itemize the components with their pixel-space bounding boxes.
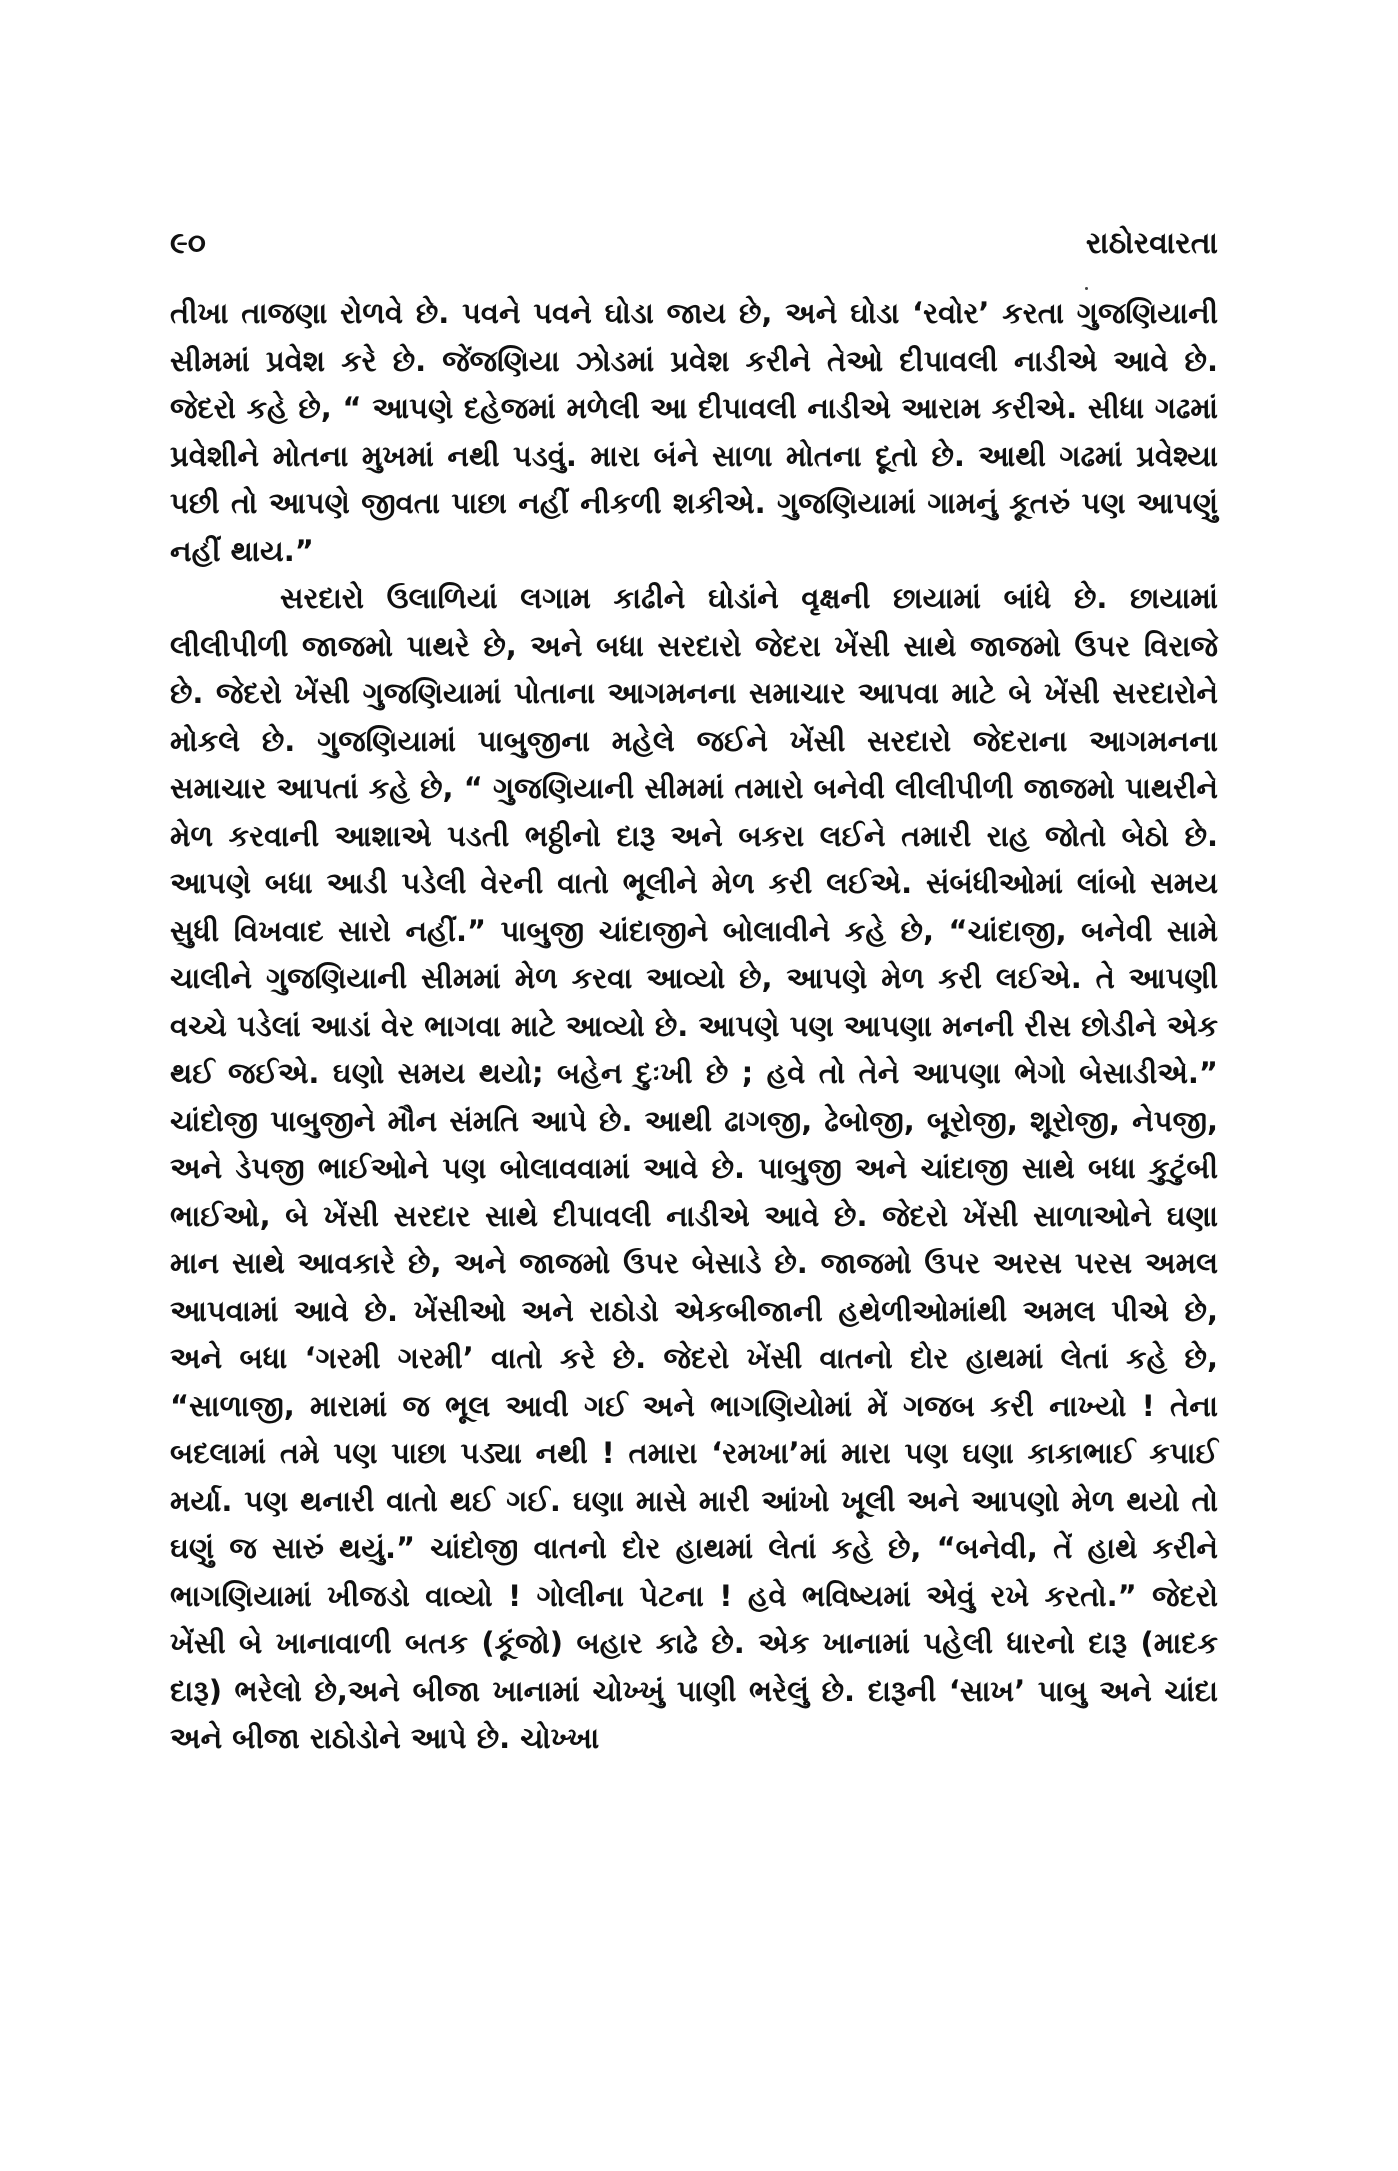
page-header	[170, 218, 1218, 268]
running-title: રાઠોરવારતા	[1085, 225, 1218, 261]
page-number: ૯૦	[170, 225, 206, 261]
page-body	[170, 290, 1218, 1763]
paragraph-main: સરદારો ઉલાળિયાં લગામ કાઢીને ઘોડાંને વૃક્ષની છાયામાં બાંધે છે. છાયામાં લીલીપીળી જાજમો પાથરે છે, અને બધા સરદારો જેદરા ખેંસી સાથે જાજમો ઉપર વિરાજે છે. જેદરો ખેંસી ગુજણિયામાં પોતાના આગમનના સમાચાર આપવા માટે બે ખેંસી સરદારોને મોકલે છે. ગુજણિયામાં પાબુજીના મહેલે જઈને ખેંસી સરદારો જેદરાના આગમનના સમાચાર આપતાં કહે છે, “ ગુજણિયાની સીમમાં તમારો બનેવી લીલીપીળી જાજમો પાથરીને મેળ કરવાની આશાએ પડતી ભઠ્ઠીનો દારૂ અને બકરા લઈને તમારી રાહ જોતો બેઠો છે. આપણે બધા આડી પડેલી વેરની વાતો ભૂલીને મેળ કરી લઈએ. સંબંધીઓમાં લાંબો સમય સુધી વિખવાદ સારો નહીં.” પાબુજી ચાંદાજીને બોલાવીને કહે છે, “ચાંદાજી, બનેવી સામે ચાલીને ગુજણિયાની સીમમાં મેળ કરવા આવ્યો છે, આપણે મેળ કરી લઈએ. તે આપણી વચ્ચે પડેલાં આડાં વેર ભાગવા માટે આવ્યો છે. આપણે પણ આપણા મનની રીસ છોડીને એક થઈ જઈએ. ઘણો સમય થયો; બહેન દુઃખી છે ; હવે તો તેને આપણા ભેગો બેસાડીએ.” ચાંદોજી પાબુજીને મૌન સંમતિ આપે છે. આથી ઢાગજી, ઢેબોજી, બૂરોજી, શૂરોજી, નેપજી, અને ડેપજી ભાઈઓને પણ બોલાવવામાં આવે છે. પાબુજી અને ચાંદાજી સાથે બધા કુટુંબી ભાઈઓ, બે ખેંસી સરદાર સાથે દીપાવલી નાડીએ આવે છે. જેદરો ખેંસી સાળાઓને ઘણા માન સાથે આવકારે છે, અને જાજમો ઉપર બેસાડે છે. જાજમો ઉપર અરસ પરસ અમલ આપવામાં આવે છે. ખેંસીઓ અને રાઠોડો એકબીજાની હથેળીઓમાંથી અમલ પીએ છે, અને બધા ‘ગરમી ગરમી’ વાતો કરે છે. જેદરો ખેંસી વાતનો દોર હાથમાં લેતાં કહે છે, “સાળાજી, મારામાં જ ભૂલ આવી ગઈ અને ભાગણિયોમાં મેં ગજબ કરી નાખ્યો ! તેના બદલામાં તમે પણ પાછા પડ્યા નથી ! તમારા ‘રમખા’માં મારા પણ ઘણા કાકાભાઈ કપાઈ મર્યા. પણ થનારી વાતો થઈ ગઈ. ઘણા માસે મારી આંખો ખૂલી અને આપણો મેળ થયો તો ઘણું જ સારું થયું.” ચાંદોજી વાતનો દોર હાથમાં લેતાં કહે છે, “બનેવી, તેં હાથે કરીને ભાગણિયામાં ખીજડો વાવ્યો ! ગોલીના પેટના ! હવે ભવિષ્યમાં એવું રખે કરતો.” જેદરો ખેંસી બે ખાનાવાળી બતક (કૂંજો) બહાર કાઢે છે. એક ખાનામાં પહેલી ધારનો દારૂ (માદક દારૂ) ભરેલો છે,અને બીજા ખાનામાં ચોખ્ખું પાણી ભરેલું છે. દારૂની ‘સાખ’ પાબુ અને ચાંદા અને બીજા રાઠોડોને આપે છે. ચોખ્ખા	[170, 581, 1218, 1755]
paragraph-continuation: તીખા તાજણા રોળવે છે. પવને પવને ઘોડા જાય છે, અને ઘોડા ‘રવોર’ કરતા ગુજણિયાની સીમમાં પ્રવેશ કરે છે. જેંજણિયા ઝોડમાં પ્રવેશ કરીને તેઓ દીપાવલી નાડીએ આવે છે. જેદરો કહે છે, “ આપણે દહેજમાં મળેલી આ દીપાવલી નાડીએ આરામ કરીએ. સીધા ગઢમાં પ્રવેશીને મોતના મુખમાં નથી પડવું. મારા બંને સાળા મોતના દૂતો છે. આથી ગઢમાં પ્રવેશ્યા પછી તો આપણે જીવતા પાછા નહીં નીકળી શકીએ. ગુજણિયામાં ગામનું કૂતરું પણ આપણું નહીં થાય.”	[170, 296, 1218, 568]
